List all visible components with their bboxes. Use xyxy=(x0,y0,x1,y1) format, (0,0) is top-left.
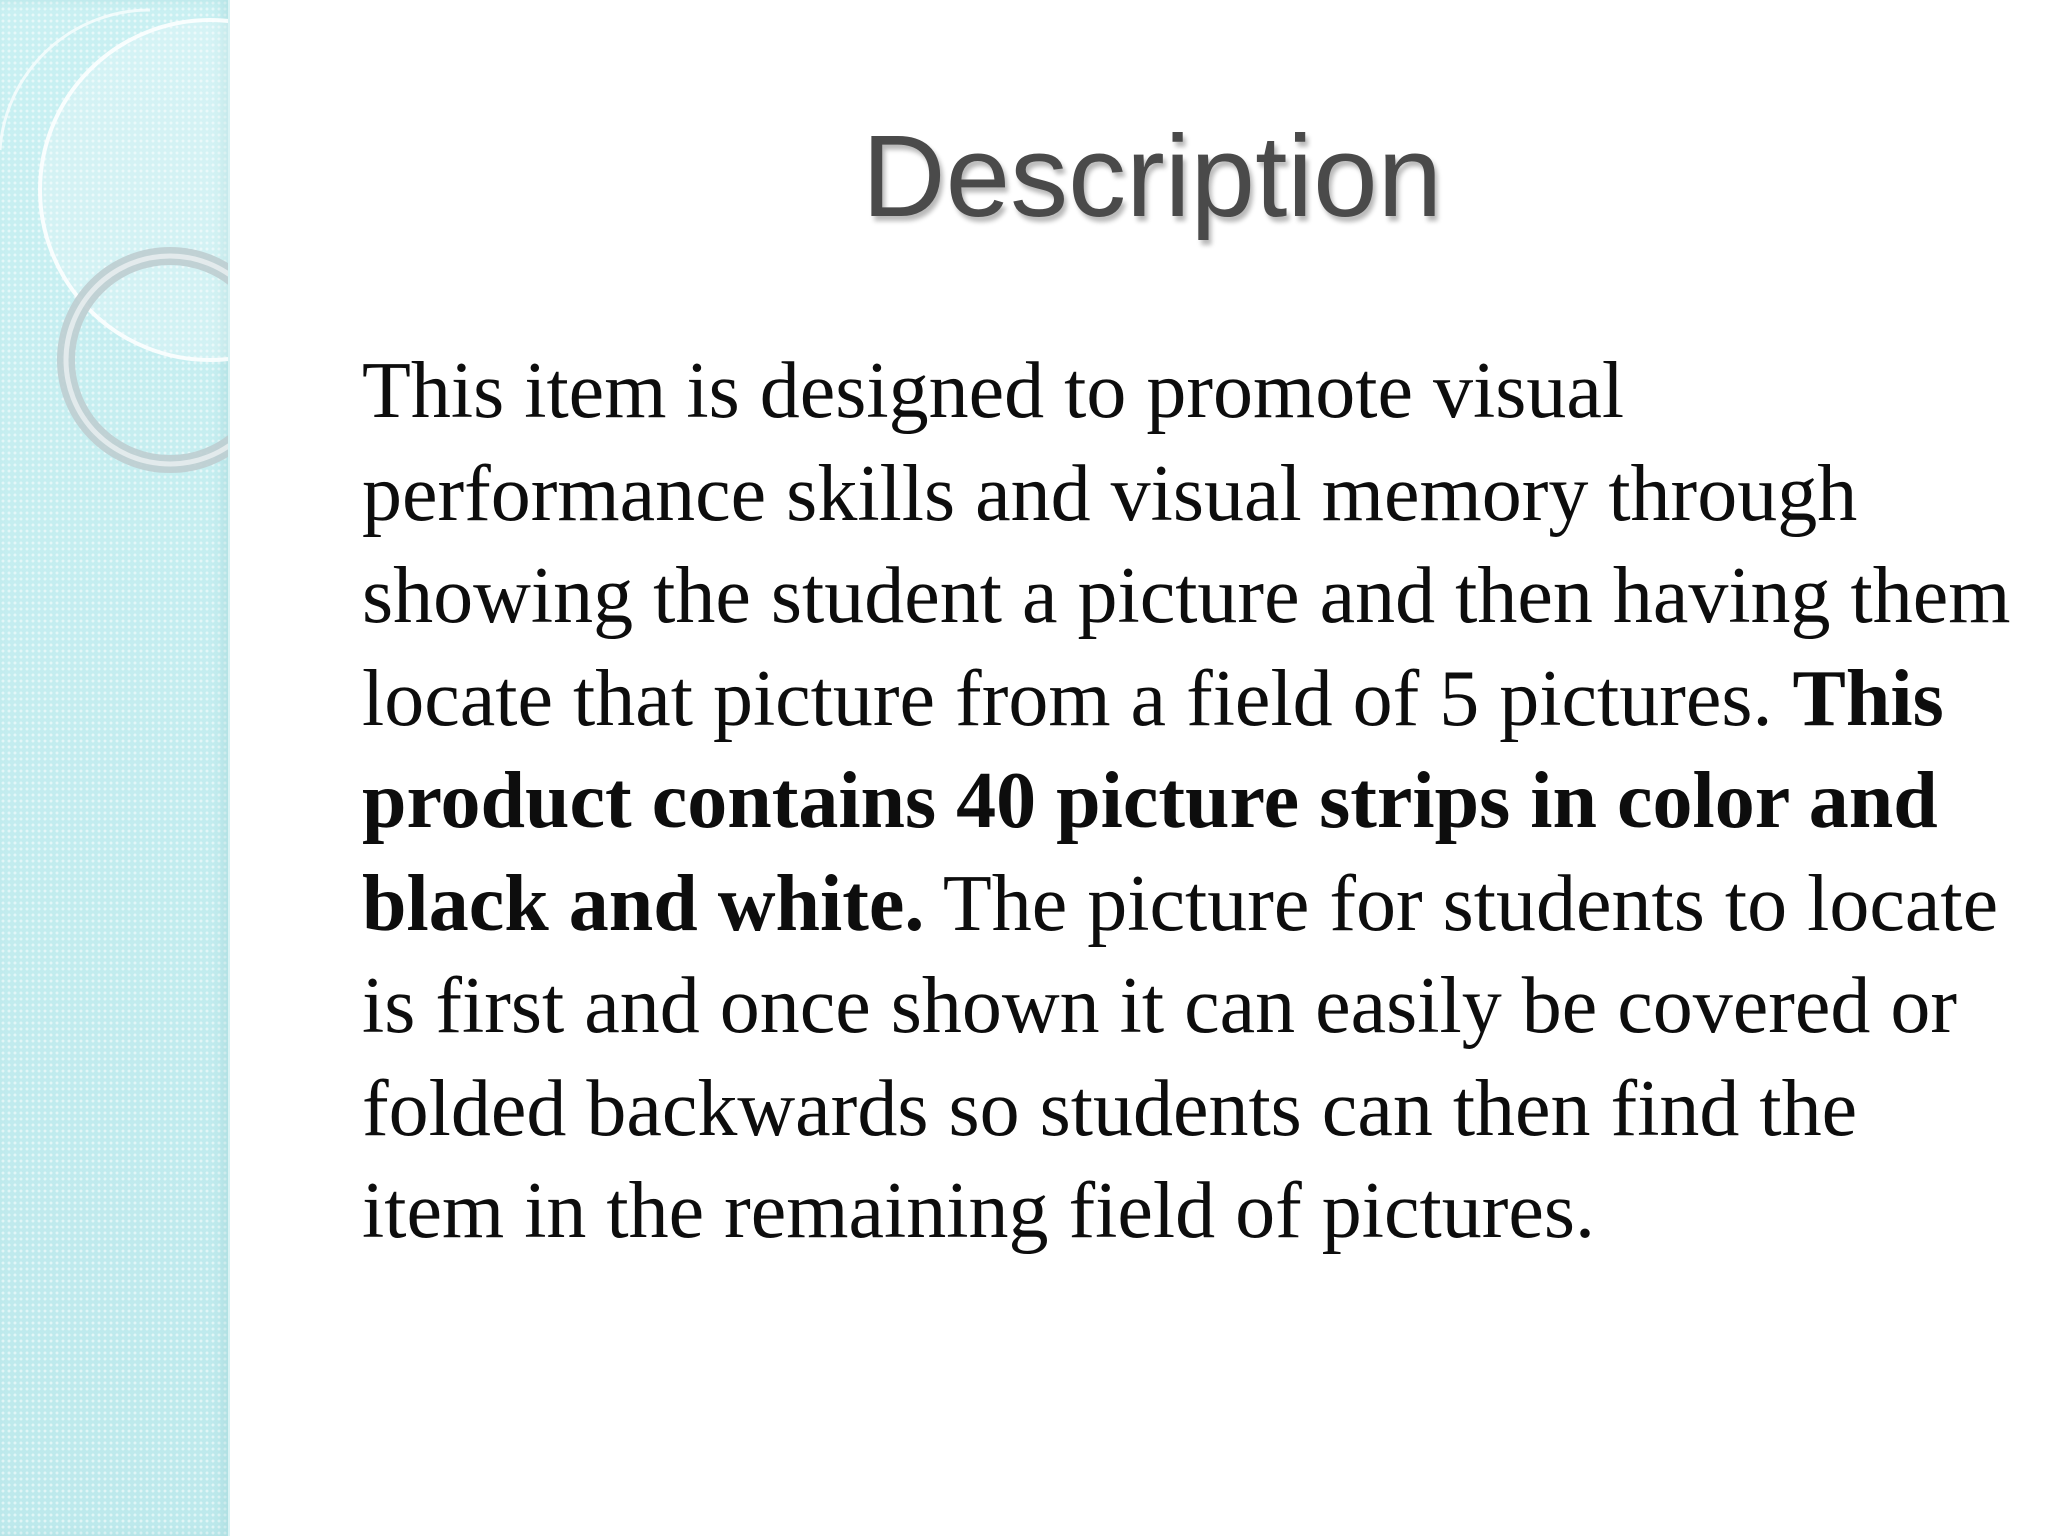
description-paragraph xyxy=(362,340,2012,1263)
large-ring xyxy=(40,20,228,360)
paragraph-emphasis: This product contains 40 picture strips in color and black and white. xyxy=(362,654,1944,948)
decorative-rings xyxy=(0,0,228,520)
rings-graphic xyxy=(0,0,228,520)
slide-title: Description xyxy=(861,111,1443,241)
paragraph-closing: The picture for students to locate is first and once shown it can easily be covered or folded backwards so students can then find the item in the remaining field of pictures. xyxy=(362,859,1999,1255)
paragraph-intro: This item is designed to promote visual performance skills and visual memory through showing the student a picture and then having them locate that picture from a field of 5 pictures. xyxy=(362,347,2011,743)
